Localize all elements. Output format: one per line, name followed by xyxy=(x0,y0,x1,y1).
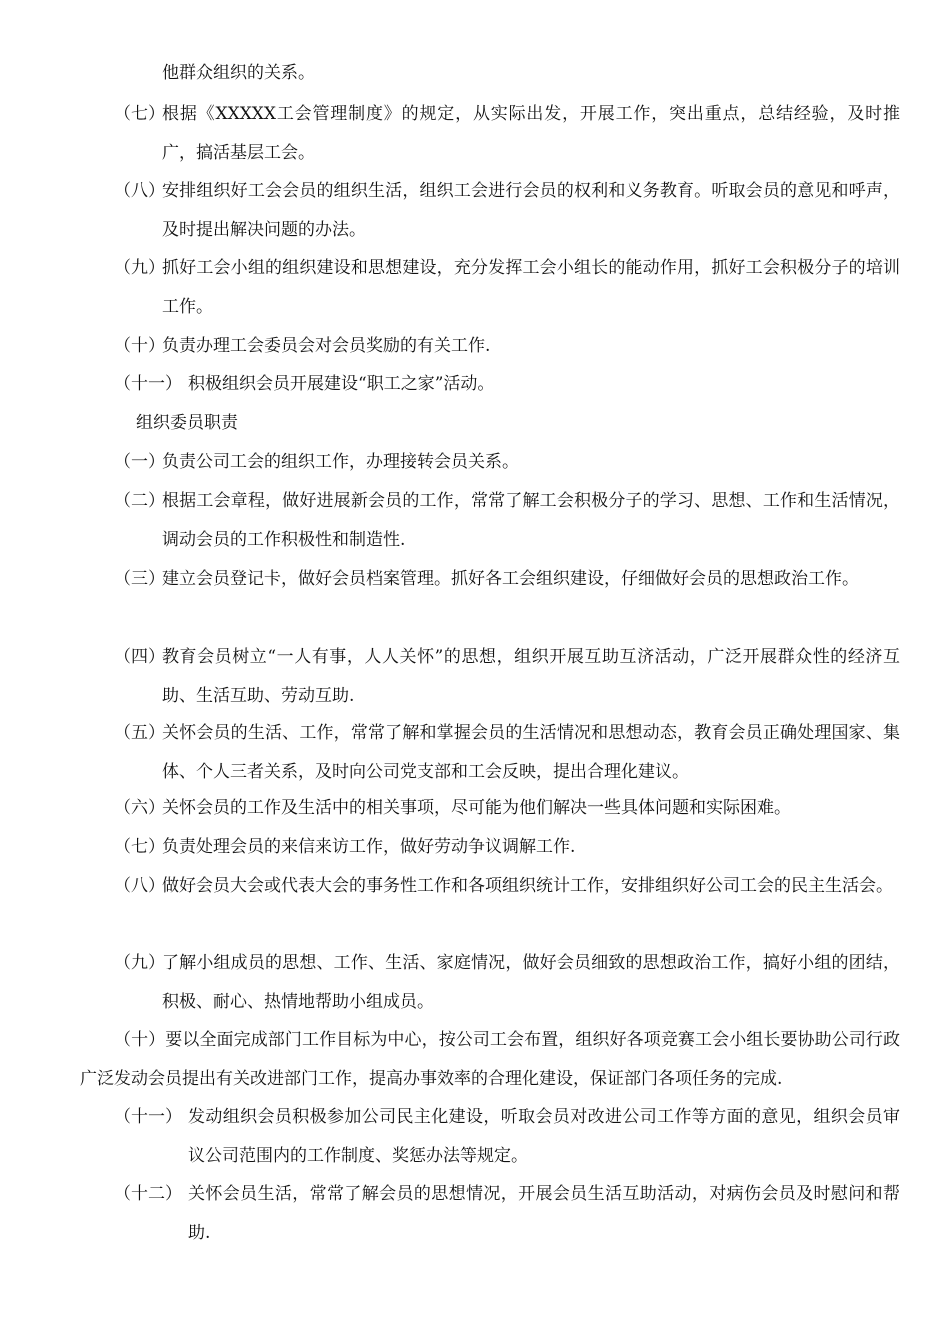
item-text: 做好会员大会或代表大会的事务性工作和各项组织统计工作，安排组织好公司工会的民主生活会。 xyxy=(162,876,893,896)
item-text: 负责处理会员的来信来访工作，做好劳动争议调解工作. xyxy=(162,837,576,857)
item-number: （六） xyxy=(114,798,165,818)
item-text: 教育会员树立“一人有事，人人关怀”的思想，组织开展互助互济活动，广泛开展群众性的经济互助、生活互助、劳动互助. xyxy=(162,647,900,706)
list-item xyxy=(114,789,900,828)
item-number: （五） xyxy=(114,723,165,743)
item-text: 发动组织会员积极参加公司民主化建设，听取会员对改进公司工作等方面的意见，组织会员审议公司范围内的工作制度、奖惩办法等规定。 xyxy=(188,1107,900,1166)
list-item xyxy=(114,365,900,404)
item-text: 关怀会员生活，常常了解会员的思想情况，开展会员生活互助活动，对病伤会员及时慰问和帮助. xyxy=(188,1184,900,1243)
list-item xyxy=(114,1175,900,1252)
item-number: （二） xyxy=(114,491,165,511)
section-heading: 组织委员职责 xyxy=(136,413,238,433)
item-number: （三） xyxy=(114,569,165,589)
list-item xyxy=(114,327,900,366)
item-number: （一） xyxy=(114,452,165,472)
paragraph-ten: （十）要以全面完成部门工作目标为中心，按公司工会布置，组织好各项竞赛工会小组长要协助公司行政广泛发动会员提出有关改进部门工作，提高办事效率的合理化建设，保证部门各项任务的完成. xyxy=(80,1030,900,1089)
list-item xyxy=(114,828,900,867)
list-item xyxy=(114,1098,900,1175)
item-text: 负责办理工会委员会对会员奖励的有关工作. xyxy=(162,336,491,356)
list-item xyxy=(114,714,900,791)
list-item xyxy=(114,944,900,1021)
item-number: （九） xyxy=(114,258,165,278)
continuation-line: 他群众组织的关系。 xyxy=(162,63,315,83)
item-number: （八） xyxy=(114,181,165,201)
item-number: （八） xyxy=(114,876,165,896)
item-text: 根据《XXXXX工会管理制度》的规定，从实际出发，开展工作，突出重点，总结经验，及时推广，搞活基层工会。 xyxy=(162,104,900,163)
item-text: 根据工会章程，做好进展新会员的工作，常常了解工会积极分子的学习、思想、工作和生活情况，调动会员的工作积极性和制造性. xyxy=(162,491,900,550)
list-item xyxy=(114,172,900,249)
item-text: 关怀会员的工作及生活中的相关事项，尽可能为他们解决一些具体问题和实际困难。 xyxy=(162,798,791,818)
item-number: （七） xyxy=(114,837,165,857)
item-text: 负责公司工会的组织工作，办理接转会员关系。 xyxy=(162,452,519,472)
item-text: 安排组织好工会会员的组织生活，组织工会进行会员的权利和义务教育。听取会员的意见和呼声，及时提出解决问题的办法。 xyxy=(162,181,900,240)
item-number: （七） xyxy=(114,104,165,124)
item-number: （九） xyxy=(114,953,165,973)
list-item xyxy=(114,443,900,482)
item-number: （十一） xyxy=(114,374,182,394)
list-item xyxy=(114,249,900,326)
item-number: （十二） xyxy=(114,1184,182,1204)
list-item xyxy=(114,560,900,599)
list-item xyxy=(114,867,900,906)
list-item xyxy=(114,95,900,172)
item-text: 积极组织会员开展建设“职工之家”活动。 xyxy=(188,374,495,394)
list-item xyxy=(114,482,900,559)
item-text: 抓好工会小组的组织建设和思想建设，充分发挥工会小组长的能动作用，抓好工会积极分子的培训工作。 xyxy=(162,258,900,317)
item-text: 了解小组成员的思想、工作、生活、家庭情况，做好会员细致的思想政治工作，搞好小组的团结，积极、耐心、热情地帮助小组成员。 xyxy=(162,953,900,1012)
list-item xyxy=(114,638,900,715)
item-text: 关怀会员的生活、工作，常常了解和掌握会员的生活情况和思想动态，教育会员正确处理国家、集体、个人三者关系，及时向公司党支部和工会反映，提出合理化建议。 xyxy=(162,723,900,782)
item-number: （十一） xyxy=(114,1107,182,1127)
item-number: （四） xyxy=(114,647,165,667)
item-text: 建立会员登记卡，做好会员档案管理。抓好各工会组织建设，仔细做好会员的思想政治工作。 xyxy=(162,569,859,589)
item-number: （十） xyxy=(114,336,165,356)
